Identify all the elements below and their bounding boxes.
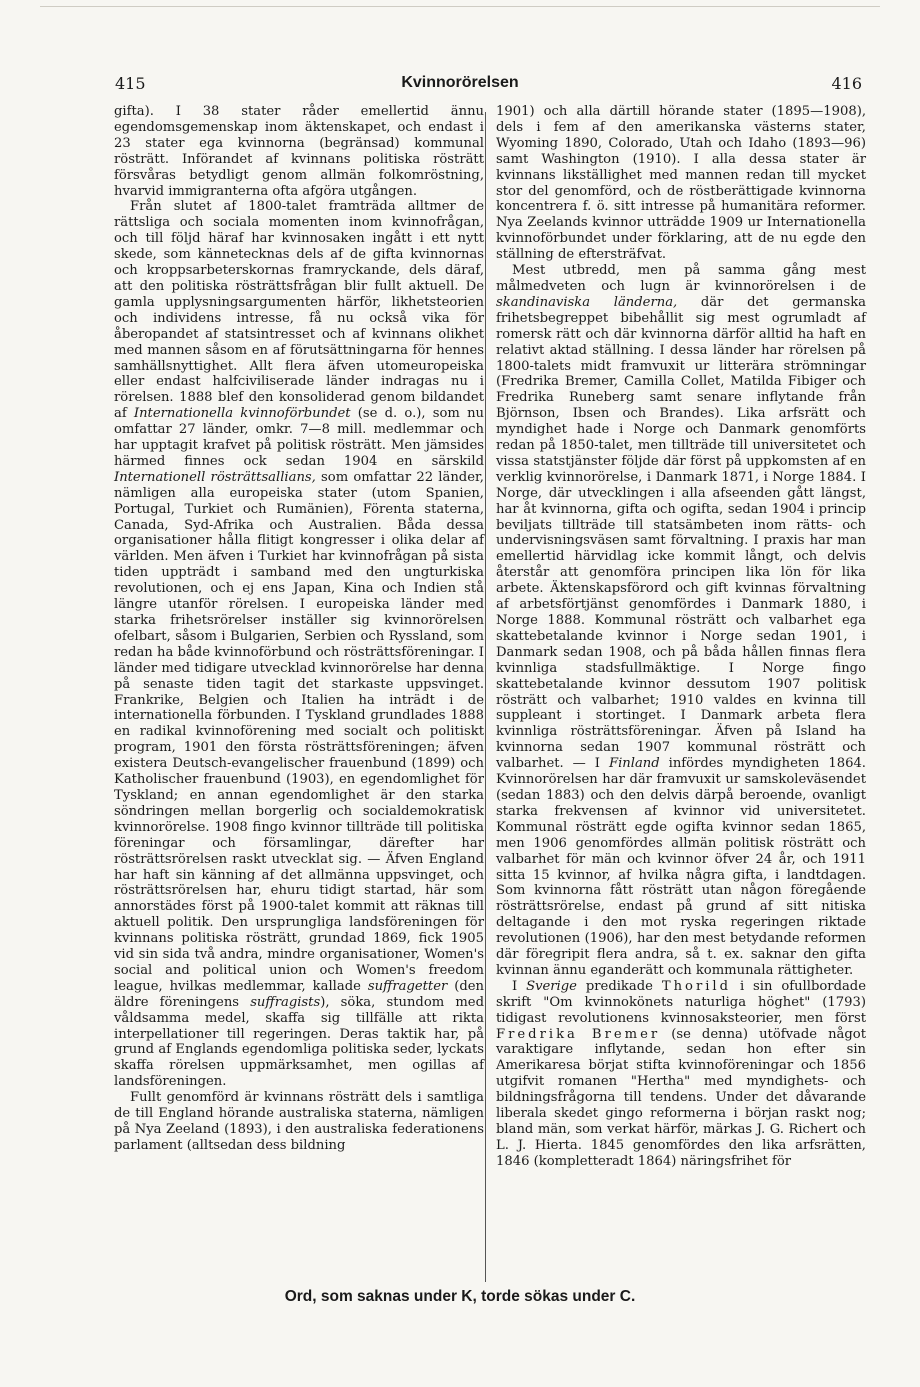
body-text: predikade <box>576 978 662 994</box>
body-text: i sin ofullbordade skrift "Om kvinnokönets naturliga höghet" (1793) tidigast revolutionens kvinnosaksteorier, men först <box>496 978 866 1026</box>
right-column <box>496 104 866 1170</box>
spaced-name: Thorild <box>661 978 732 994</box>
body-text: 1901) och alla därtill hörande stater (1895—1908), dels i fem af den amerikanska västerns stater, Wyoming 1890, Colorado, Utah och Idaho (1893—96) samt Washington (1910). I alla dessa stater är kvinnans likställighet med mannen redan till mycket stor del genomförd, och de röstberättigade kvinnorna koncentrera f. ö. sitt intresse på humanitära reformer. Nya Zeelands kvinnor utträdde 1909 ur Internationella kvinnoförbundet under förklaring, att de nu egde den ställning de eftersträfvat. <box>496 104 866 263</box>
paragraph <box>114 199 484 1090</box>
body-text: (den äldre föreningens <box>114 978 484 1010</box>
emphasis-text: suffragetter <box>367 978 448 994</box>
body-text: där det germanska frihetsbegreppet bibehållit sig mest ogrumladt af romersk rätt och där kvinnorna därför alltid ha haft en relativt aktad ställning. I dessa länder har rörelsen på 1800-talets midt framvuxit ur litterära strömningar (Fredrika Bremer, Camilla Collet, Matilda Fibiger och Fredrika Runeberg samt senare inflytande från Björnson, Ibsen och Brandes). Lika arfsrätt och myndighet hade i Norge och Danmark genomförts redan på 1850-talet, men tillträde till universitetet och vissa statstjänster följde där först på uppkomsten af en verklig kvinnorörelse, i Danmark 1871, i Norge 1884. I Norge, där utvecklingen i alla afseenden gått längst, har åt kvinnorna, gifta och ogifta, sedan 1904 i princip beviljats tillträde till statsämbeten inom rätts- och undervisningsväsen samt förvaltning. I praxis har man emellertid härvidlag icke kommit långt, och delvis återstår att genomföra principen lika lön för lika arbete. Äktenskapsförord och gift kvinnas förvaltning af arbetsförtjänst genomfördes i Danmark 1880, i Norge 1888. Kommunal rösträtt och valbarhet ega skattebetalande kvinnor i Norge sedan 1901, i Danmark sedan 1908, och på båda hållen finnas flera kvinnliga stadsfullmäktige. I Norge fingo skattebetalande kvinnor dessutom 1907 politisk rösträtt och valbarhet; 1910 valdes en kvinna till suppleant i stortinget. I Danmark arbeta flera kvinnliga rösträttsföreningar. Äfven på Island ha kvinnorna sedan 1907 kommunal rösträtt och valbarhet. — I <box>496 294 866 772</box>
page-number-right: 416 <box>831 74 862 93</box>
body-text: gifta). I 38 stater råder emellertid ännu egendomsgemenskap inom äktenskapet, och endast i 23 stater ega kvinnorna (begränsad) kommunal rösträtt. Införandet af kvinnans politiska rösträtt försvåras betydligt genom allmän folkomröstning, hvarvid immigranterna ofta afgöra utgången. <box>114 104 484 199</box>
body-text: infördes myndigheten 1864. Kvinnorörelsen har där framvuxit ur samskoleväsendet (sedan 1883) och den delvis därpå beroende, ovanligt starka frekvensen af kvinnor vid universitetet. Kommunal rösträtt egde ogifta kvinnor sedan 1865, men 1906 genomfördes allmän politisk rösträtt och valbarhet för män och kvinnor öfver 24 år, och 1911 sitta 15 kvinnor, af hvilka några gifta, i landtdagen. Som kvinnorna fått rösträtt utan någon föregående rösträttsrörelse, endast på grund af sitt nitiska deltagande i den mot ryska regeringen riktade revolutionen (1906), har den mest betydande reformen där föregripit flera andra, så t. ex. saknar den gifta kvinnan ännu eganderätt och kommunala rättigheter. <box>496 756 866 978</box>
top-rule <box>40 6 880 7</box>
paragraph <box>114 104 484 199</box>
running-title: Kvinnorörelsen <box>401 74 519 91</box>
emphasis-text: Sverige <box>526 978 577 994</box>
left-column <box>114 104 484 1154</box>
body-text: ), söka, stundom med våldsamma medel, skaffa sig tillfälle att rikta interpellationer till regeringen. Deras taktik har, på grund af Englands egendomliga politiska seder, lyckats skaffa rörelsen uppmärksamhet, men ogillas af landsföreningen. <box>114 994 484 1090</box>
emphasis-text: suffragists <box>250 994 321 1010</box>
spaced-name: Fredrika Bremer <box>496 1026 661 1042</box>
body-text: Fullt genomförd är kvinnans rösträtt dels i samtliga de till England hörande australiska staterna, nämligen på Nya Zeeland (1893), i den australiska federationens parlament (alltsedan dess bildning <box>114 1090 484 1153</box>
column-divider <box>485 112 486 1282</box>
emphasis-text: Finland <box>608 756 660 772</box>
body-text: I <box>512 978 527 994</box>
footer-note: Ord, som saknas under K, torde sökas under C. <box>284 1288 636 1305</box>
body-text: (se d. o.), som nu omfattar 27 länder, omkr. 7—8 mill. medlemmar och har upptagit krafvet på politisk rösträtt. Men jämsides härmed finnes ock sedan 1904 en särskild <box>114 406 484 469</box>
body-text: som omfattar 22 länder, nämligen alla europeiska stater (utom Spanien, Portugal, Turkiet och Rumänien), Förenta staterna, Canada, Syd-Afrika och Australien. Båda dessa organisationer hålla flitigt kongresser i olika delar af världen. Men äfven i Turkiet har kvinnofrågan på sista tiden uppträdt i samband med den ungturkiska revolutionen, och ej ens Japan, Kina och Indien stå längre utanför rörelsen. I europeiska länder med starka frihetsrörelser inställer sig kvinnorörelsen ofelbart, såsom i Bulgarien, Serbien och Ryssland, som redan ha både kvinnoförbund och rösträttsföreningar. I länder med tidigare utvecklad kvinnorörelse har denna på senaste tiden tagit det starkaste uppsvinget. Frankrike, Belgien och Italien ha inträdt i de internationella förbunden. I Tyskland grundlades 1888 en radikal kvinnoförening med socialt och politiskt program, 1901 den första rösträttsföreningen; äfven existera Deutsch-evangelischer frauenbund (1899) och Katholischer frauenbund (1903), en egendomlighet för Tyskland; en annan egendomlighet är den starka söndringen mellan borgerlig och socialdemokratisk kvinnorörelse. 1908 fingo kvinnor tillträde till politiska föreningar och församlingar, därefter har rösträttsrörelsen raskt utvecklat sig. — Äfven England har haft sin känning af det allmänna uppsvinget, och rösträttsrörelsen har, ehuru tidigt startad, här som annorstädes först på 1900-talet kommit att räknas till aktuell politik. Den ursprungliga landsföreningen för kvinnans politiska rösträtt, grundad 1869, fick 1905 vid sin sida två andra, mindre organisationer, Women's social and political union och Women's freedom league, hvilkas medlemmar, kallade <box>114 469 484 994</box>
body-text: Från slutet af 1800-talet framträda alltmer de rättsliga och sociala momenten inom kvinnofrågan, och till följd häraf har kvinnosaken ingått i ett nytt skede, som kännetecknas dels af de gifta kvinnornas och kroppsarbeterskornas framryckande, dels däraf, att den politiska rösträttsfrågan blir fullt aktuell. De gamla upplysningsargumenten härför, likhetsteorien och individens intresse, få nu också vika för åberopandet af statsintresset och af kvinnans olikhet med mannen såsom en af förutsättningarna för hennes samhällsnyttighet. Allt flera äfven utomeuropeiska eller endast halfciviliserade länder indragas nu i rörelsen. 1888 blef den konsoliderad genom bildandet af <box>114 199 484 422</box>
page-number-left: 415 <box>115 74 146 93</box>
emphasis-text: Internationella kvinnoförbundet <box>133 406 351 422</box>
paragraph <box>114 1090 484 1154</box>
body-text: (se denna) utöfvade något varaktigare inflytande, sedan hon efter sin Amerikaresa börjat stifta kvinnoföreningar och 1856 utgifvit romanen "Hertha" med myndighets- och bildningsfrågorna till tendens. Under det dåvarande liberala skedet gingo reformerna i början raskt nog; bland män, som verkat härför, märkas J. G. Richert och L. J. Hierta. 1845 genomfördes den lika arfsrätten, 1846 (kompletteradt 1864) näringsfrihet för <box>496 1026 866 1169</box>
paragraph <box>496 263 866 979</box>
page-header <box>0 74 920 98</box>
body-text: Mest utbredd, men på samma gång mest målmedveten och lugn är kvinnorörelsen i de <box>496 263 866 294</box>
paragraph <box>496 979 866 1170</box>
emphasis-text: Internationell rösträttsallians, <box>114 469 316 485</box>
paragraph <box>496 104 866 263</box>
emphasis-text: skandinaviska länderna, <box>496 294 678 310</box>
